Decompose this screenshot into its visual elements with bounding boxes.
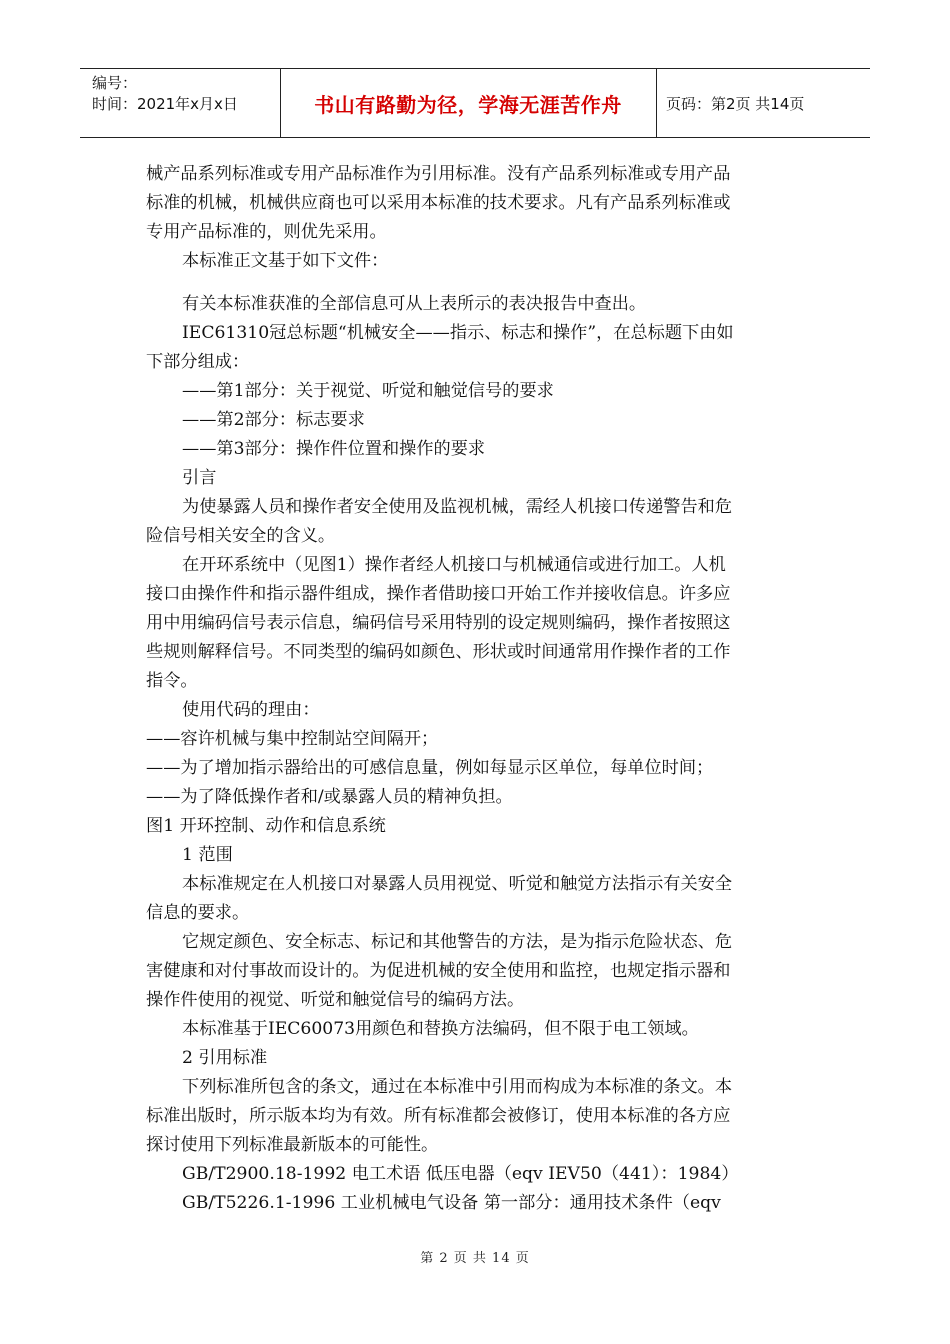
- page-footer: 第 2 页 共 14 页: [420, 1251, 530, 1266]
- text-line: 本标准正文基于如下文件：: [182, 251, 389, 271]
- text-line: IEC61310冠总标题“机械安全——指示、标志和操作”，在总标题下由如: [182, 323, 734, 343]
- paragraph-spacer: [146, 276, 806, 290]
- document-time-label: 时间：2021年x月x日: [92, 95, 238, 113]
- text-line: 指令。: [146, 671, 198, 691]
- paragraph: [146, 696, 806, 725]
- paragraph: [146, 319, 806, 377]
- text-line: 接口由操作件和指示器件组成，操作者借助接口开始工作并接收信息。许多应: [146, 584, 731, 604]
- paragraph: [146, 290, 806, 319]
- text-line: 在开环系统中（见图1）操作者经人机接口与机械通信或进行加工。人机: [182, 555, 726, 575]
- text-line: 本标准规定在人机接口对暴露人员用视觉、听觉和触觉方法指示有关安全: [182, 874, 733, 894]
- paragraph: [146, 1160, 806, 1189]
- text-line: 有关本标准获准的全部信息可从上表所示的表决报告中查出。: [182, 294, 647, 314]
- paragraph: [146, 377, 806, 406]
- text-line: 害健康和对付事故而设计的。为促进机械的安全使用和监控，也规定指示器和: [146, 961, 731, 981]
- text-line: ——为了降低操作者和/或暴露人员的精神负担。: [146, 787, 513, 807]
- paragraph: [146, 812, 806, 841]
- text-line: 用中用编码信号表示信息，编码信号采用特别的设定规则编码，操作者按照这: [146, 613, 731, 633]
- text-line: 专用产品标准的，则优先采用。: [146, 222, 387, 242]
- paragraph: [146, 841, 806, 870]
- text-line: 引言: [182, 468, 217, 488]
- text-line: 标准的机械，机械供应商也可以采用本标准的技术要求。凡有产品系列标准或: [146, 193, 731, 213]
- paragraph: [146, 247, 806, 276]
- header-motto: 书山有路勤为径，学海无涯苦作舟: [314, 92, 622, 117]
- text-line: 为使暴露人员和操作者安全使用及监视机械，需经人机接口传递警告和危: [182, 497, 733, 517]
- text-line: 信息的要求。: [146, 903, 250, 923]
- text-line: ——第2部分：标志要求: [182, 410, 365, 430]
- paragraph: [146, 464, 806, 493]
- paragraph: [146, 928, 806, 1015]
- text-line: 标准出版时，所示版本均为有效。所有标准都会被修订，使用本标准的各方应: [146, 1106, 731, 1126]
- paragraph: [146, 1189, 806, 1218]
- text-line: 些规则解释信号。不同类型的编码如颜色、形状或时间通常用作操作者的工作: [146, 642, 731, 662]
- text-line: 使用代码的理由：: [182, 700, 320, 720]
- paragraph: [146, 725, 806, 754]
- text-line: ——为了增加指示器给出的可感信息量，例如每显示区单位，每单位时间；: [146, 758, 714, 778]
- text-line: ——第3部分：操作件位置和操作的要求: [182, 439, 486, 459]
- text-line: 图1 开环控制、动作和信息系统: [146, 816, 386, 836]
- text-line: ——第1部分：关于视觉、听觉和触觉信号的要求: [182, 381, 554, 401]
- paragraph: [146, 551, 806, 696]
- text-line: 它规定颜色、安全标志、标记和其他警告的方法，是为指示危险状态、危: [182, 932, 733, 952]
- document-body: [146, 160, 806, 1218]
- paragraph: [146, 1073, 806, 1160]
- text-line: 下部分组成：: [146, 352, 250, 372]
- paragraph: [146, 1044, 806, 1073]
- text-line: 1 范围: [182, 845, 233, 865]
- paragraph: [146, 783, 806, 812]
- text-line: GB/T5226.1-1996 工业机械电气设备 第一部分：通用技术条件（eqv: [182, 1193, 721, 1213]
- paragraph: [146, 493, 806, 551]
- header-meta: [92, 73, 238, 115]
- text-line: 2 引用标准: [182, 1048, 268, 1068]
- text-line: 操作件使用的视觉、听觉和触觉信号的编码方法。: [146, 990, 525, 1010]
- header-divider: [656, 69, 657, 137]
- paragraph: [146, 435, 806, 464]
- text-line: 下列标准所包含的条文，通过在本标准中引用而构成为本标准的条文。本: [182, 1077, 733, 1097]
- paragraph: [146, 870, 806, 928]
- text-line: 险信号相关安全的含义。: [146, 526, 336, 546]
- text-line: 械产品系列标准或专用产品标准作为引用标准。没有产品系列标准或专用产品: [146, 164, 731, 184]
- header-table: [80, 68, 870, 138]
- text-line: 本标准基于IEC60073用颜色和替换方法编码，但不限于电工领域。: [182, 1019, 699, 1039]
- paragraph: [146, 406, 806, 435]
- header-page-info: 页码：第2页 共14页: [666, 94, 805, 113]
- paragraph: [146, 160, 806, 247]
- document-number-label: 编号：: [92, 74, 138, 92]
- text-line: GB/T2900.18-1992 电工术语 低压电器（eqv IEV50（441）：1984）: [182, 1164, 739, 1184]
- text-line: ——容许机械与集中控制站空间隔开；: [146, 729, 439, 749]
- paragraph: [146, 754, 806, 783]
- text-line: 探讨使用下列标准最新版本的可能性。: [146, 1135, 439, 1155]
- paragraph: [146, 1015, 806, 1044]
